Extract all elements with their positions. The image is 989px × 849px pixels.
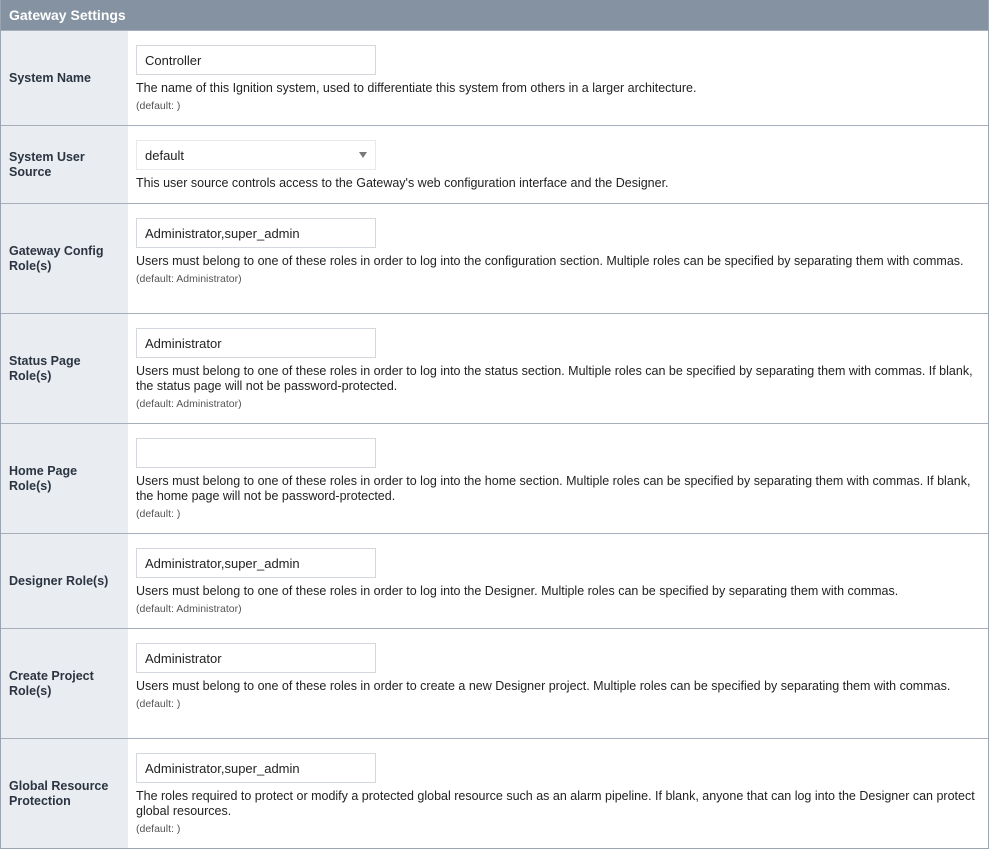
setting-value-cell [128, 424, 988, 533]
create-project-roles-input[interactable] [136, 643, 376, 673]
setting-value-cell [128, 204, 988, 313]
home-page-roles-input[interactable] [136, 438, 376, 468]
select-value: default [145, 147, 185, 163]
setting-label: Gateway Config Role(s) [1, 204, 128, 313]
settings-table [1, 30, 988, 848]
setting-default: (default: Administrator) [136, 398, 242, 410]
setting-row-create-project-roles [1, 628, 988, 738]
setting-row-status-page-roles [1, 313, 988, 423]
setting-description: The roles required to protect or modify a protected global resource such as an alarm pipeline. If blank, anyone that can log into the Designer can protect global resources. [136, 789, 975, 818]
setting-default: (default: ) [136, 100, 181, 112]
setting-default: (default: ) [136, 823, 181, 835]
setting-row-system-name [1, 30, 988, 125]
setting-label: Designer Role(s) [1, 534, 128, 628]
setting-label: System Name [1, 31, 128, 125]
system-name-input[interactable] [136, 45, 376, 75]
setting-label: System User Source [1, 126, 128, 203]
setting-description: The name of this Ignition system, used to differentiate this system from others in a larger architecture. [136, 81, 697, 95]
panel-title: Gateway Settings [1, 0, 988, 30]
setting-default: (default: ) [136, 508, 181, 520]
gateway-config-roles-input[interactable] [136, 218, 376, 248]
setting-default: (default: ) [136, 698, 181, 710]
setting-label: Home Page Role(s) [1, 424, 128, 533]
setting-value-cell [128, 126, 988, 203]
global-resource-protection-input[interactable] [136, 753, 376, 783]
setting-value-cell [128, 31, 988, 125]
system-user-source-select[interactable] [136, 140, 376, 170]
setting-value-cell [128, 534, 988, 628]
setting-row-gateway-config-roles [1, 203, 988, 313]
setting-default: (default: Administrator) [136, 273, 242, 285]
setting-row-global-resource-protection [1, 738, 988, 848]
setting-description: Users must belong to one of these roles in order to log into the status section. Multiple roles can be specified by separating them with commas. If blank, the status page will not be password-protected. [136, 364, 973, 393]
setting-description: Users must belong to one of these roles in order to log into the Designer. Multiple roles can be specified by separating them with commas. [136, 584, 899, 598]
setting-description: This user source controls access to the Gateway's web configuration interface and the Designer. [136, 176, 669, 190]
setting-description: Users must belong to one of these roles in order to log into the configuration section. Multiple roles can be specified by separating them with commas. [136, 254, 964, 268]
setting-value-cell [128, 314, 988, 423]
setting-description: Users must belong to one of these roles in order to log into the home section. Multiple roles can be specified by separating them with commas. If blank, the home page will not be password-protected. [136, 474, 971, 503]
caret-down-icon [359, 152, 367, 158]
status-page-roles-input[interactable] [136, 328, 376, 358]
setting-default: (default: Administrator) [136, 603, 242, 615]
setting-label: Create Project Role(s) [1, 629, 128, 738]
setting-value-cell [128, 739, 988, 848]
setting-label: Global Resource Protection [1, 739, 128, 848]
setting-value-cell [128, 629, 988, 738]
setting-row-system-user-source [1, 125, 988, 203]
setting-label: Status Page Role(s) [1, 314, 128, 423]
setting-description: Users must belong to one of these roles in order to create a new Designer project. Multiple roles can be specified by separating them with commas. [136, 679, 951, 693]
setting-row-designer-roles [1, 533, 988, 628]
designer-roles-input[interactable] [136, 548, 376, 578]
setting-row-home-page-roles [1, 423, 988, 533]
